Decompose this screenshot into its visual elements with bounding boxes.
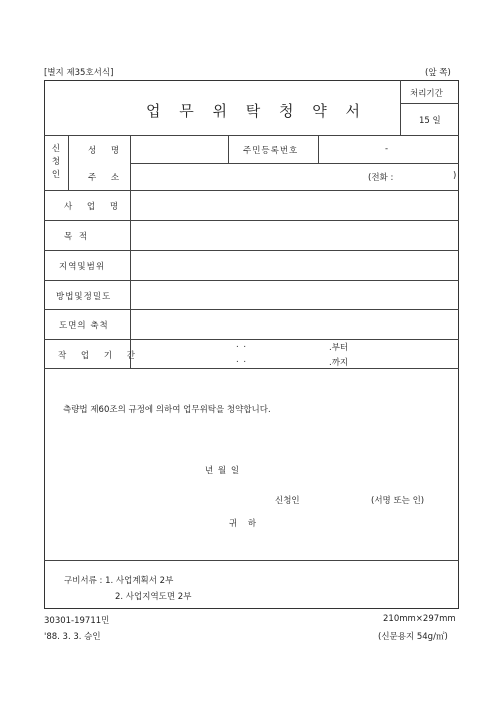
required-document-item: 2. 사업지역도면 2부: [115, 592, 192, 602]
divider-id-label: [318, 135, 319, 163]
processing-period-value: 15 일: [419, 116, 441, 126]
divider-business: [44, 220, 459, 221]
signature-field[interactable]: [310, 490, 368, 506]
divider-purpose: [44, 250, 459, 251]
period-to-label: .까지: [329, 358, 349, 368]
page-title: 업 무 위 탁 청 약 서: [146, 102, 368, 120]
divider-name-value: [228, 135, 229, 163]
business-name-field[interactable]: [132, 192, 457, 218]
divider-body: [44, 560, 459, 561]
resident-id-dash: -: [385, 144, 389, 154]
approval-date: '88. 3. 3. 승인: [44, 632, 101, 642]
application-statement: 측량법 제60조의 규정에 의하여 업무위탁을 청약합니다.: [63, 405, 271, 415]
scale-label: 도면의 축척: [59, 321, 109, 331]
divider-label-column: [130, 135, 131, 368]
paper-size: 210mm×297mm: [383, 614, 456, 624]
divider-method: [44, 309, 459, 310]
name-field[interactable]: [132, 137, 226, 161]
period-from-dots: . .: [236, 340, 248, 350]
name-label: 성 명: [88, 146, 126, 156]
recipient-label: 귀 하: [229, 519, 261, 529]
period-field[interactable]: [132, 341, 457, 366]
period-from-label: .부터: [329, 343, 349, 353]
period-label: 작 업 기 간: [58, 351, 141, 361]
form-code: 30301-19711민: [44, 616, 110, 626]
scale-field[interactable]: [132, 311, 457, 337]
period-to-dots: . .: [236, 355, 248, 365]
resident-id-field[interactable]: [320, 137, 457, 161]
phone-close: ): [453, 171, 457, 181]
divider-region: [44, 280, 459, 281]
divider-period: [44, 368, 459, 369]
method-field[interactable]: [132, 282, 457, 307]
phone-label: (전화 :: [368, 173, 394, 183]
divider-applicant-group: [68, 135, 69, 190]
business-name-label: 사 업 명: [64, 202, 125, 212]
required-documents-label: 구비서류 : 1. 사업계획서 2부: [64, 576, 174, 586]
divider-applicant-inner: [130, 163, 459, 164]
applicant-group-label: 신 청 인: [51, 144, 61, 180]
address-field[interactable]: [132, 165, 364, 188]
divider-applicant: [44, 190, 459, 191]
region-label: 지역및범위: [59, 262, 106, 272]
address-label: 주 소: [88, 173, 126, 183]
divider-title-vertical: [400, 80, 401, 135]
recipient-field[interactable]: [150, 513, 226, 529]
page-side-label: (앞 쪽): [425, 68, 451, 78]
application-date: 년 월 일: [205, 466, 241, 476]
purpose-label: 목 적: [64, 232, 90, 242]
resident-id-label: 주민등록번호: [243, 146, 299, 156]
purpose-field[interactable]: [132, 222, 457, 248]
region-field[interactable]: [132, 252, 457, 278]
divider-processing: [400, 103, 459, 104]
method-label: 방법및정밀도: [56, 292, 112, 302]
paper-type: (신문용지 54g/㎡): [378, 632, 448, 642]
processing-period-label: 처리기간: [410, 89, 443, 99]
divider-title: [44, 135, 459, 136]
applicant-sign-label: 신청인: [275, 496, 300, 506]
signature-note: (서명 또는 인): [371, 496, 425, 506]
form-number: [별지 제35호서식]: [44, 68, 114, 78]
divider-scale: [44, 339, 459, 340]
